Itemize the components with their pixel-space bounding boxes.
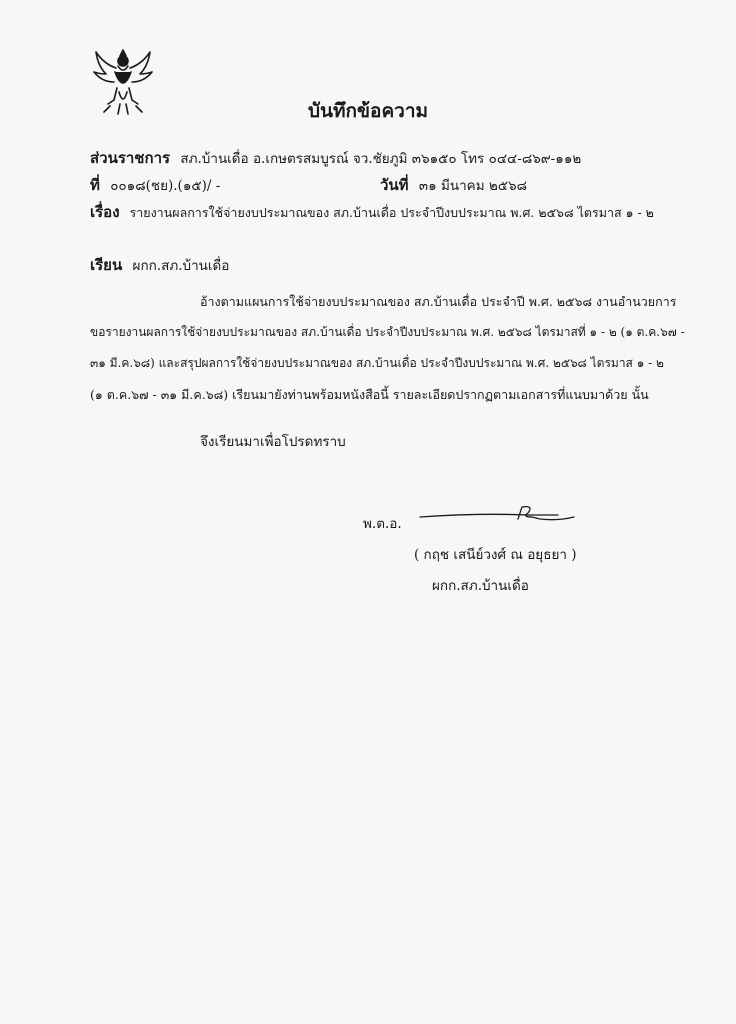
ref-value: ๐๐๑๘(ชย).(๑๕)/ - (110, 178, 221, 194)
agency-row (90, 146, 581, 170)
date-value: ๓๑ มีนาคม ๒๕๖๘ (418, 178, 527, 194)
subject-label: เรื่อง (90, 203, 120, 221)
date-row (380, 173, 527, 197)
subject-row (90, 200, 654, 224)
ref-label: ที่ (90, 176, 100, 194)
to-label: เรียน (90, 256, 123, 274)
signature-rank: พ.ต.อ. (363, 516, 402, 532)
signature-position: ผกก.สภ.บ้านเดื่อ (432, 578, 529, 594)
subject-value: รายงานผลการใช้จ่ายงบประมาณของ สภ.บ้านเดื่อ ประจำปีงบประมาณ พ.ศ. ๒๕๖๘ ไตรมาส ๑ - ๒ (129, 205, 654, 220)
date-label: วันที่ (380, 176, 409, 194)
signature-name: ( กฤช เสนีย์วงศ์ ณ อยุธยา ) (414, 547, 577, 563)
body-line-1: อ้างตามแผนการใช้จ่ายงบประมาณของ สภ.บ้านเดื่อ ประจำปี พ.ศ. ๒๕๖๘ งานอำนวยการ (200, 294, 677, 309)
agency-value: สภ.บ้านเดื่อ อ.เกษตรสมบูรณ์ จว.ชัยภูมิ ๓๖๑๕๐ โทร ๐๔๔-๘๖๙-๑๑๒ (180, 151, 582, 167)
agency-label: ส่วนราชการ (90, 149, 171, 167)
body-line-4: (๑ ต.ค.๖๗ - ๓๑ มี.ค.๖๘) เรียนมายังท่านพร้อมหนังสือนี้ รายละเอียดปรากฏตามเอกสารที่แนบมาด้วย นั้น (90, 387, 649, 402)
closing-line: จึงเรียนมาเพื่อโปรดทราบ (200, 434, 346, 450)
body-line-3: ๓๑ มี.ค.๖๘) และสรุปผลการใช้จ่ายงบประมาณของ สภ.บ้านเดื่อ ประจำปีงบประมาณ พ.ศ. ๒๕๖๘ ไตรมาส ๑ - ๒ (90, 356, 664, 370)
to-row (90, 253, 229, 277)
to-value: ผกก.สภ.บ้านเดื่อ (132, 258, 230, 274)
body-line-2: ขอรายงานผลการใช้จ่ายงบประมาณของ สภ.บ้านเดื่อ ประจำปีงบประมาณ พ.ศ. ๒๕๖๘ ไตรมาสที่ ๑ - ๒ (๑ ต.ค.๖๗ - (90, 325, 685, 339)
memo-title: บันทึกข้อความ (307, 100, 429, 122)
ref-row (90, 173, 220, 197)
handwritten-signature (418, 503, 578, 533)
